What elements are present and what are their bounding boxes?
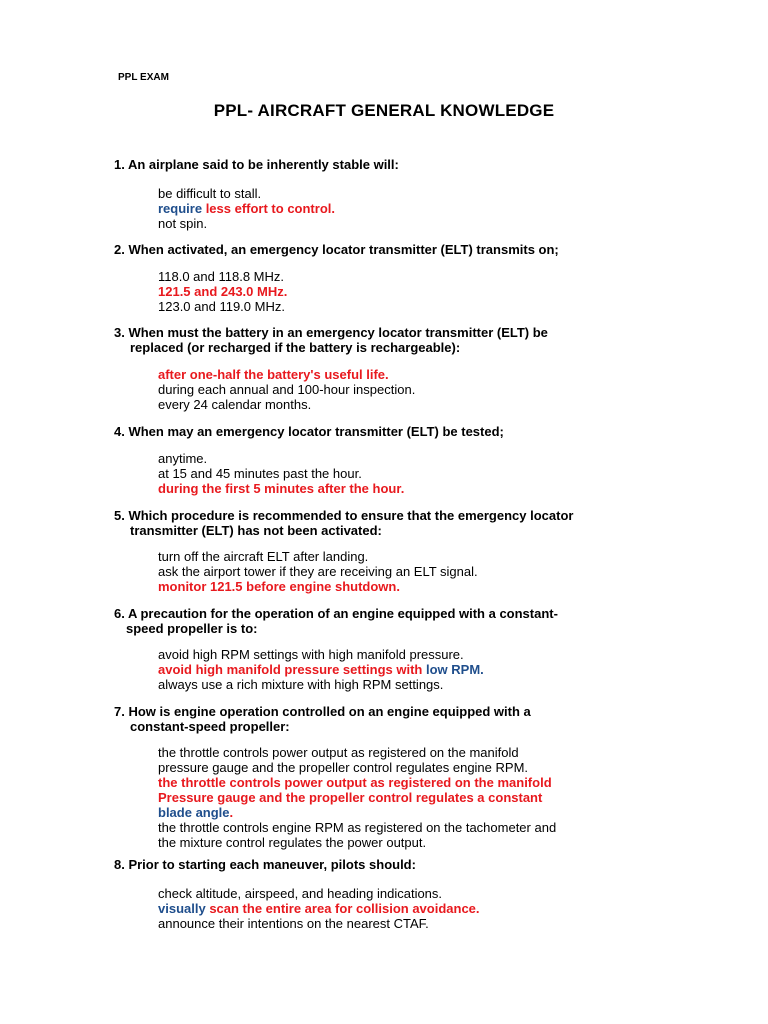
question-1 bbox=[114, 157, 659, 172]
option-c: always use a rich mixture with high RPM settings. bbox=[158, 677, 444, 692]
option-b: at 15 and 45 minutes past the hour. bbox=[158, 466, 362, 481]
option-c: every 24 calendar months. bbox=[158, 397, 312, 412]
highlight-word: require bbox=[158, 201, 203, 216]
option-a: be difficult to stall. bbox=[158, 186, 262, 201]
question-3-options bbox=[158, 367, 415, 412]
question-4-options bbox=[158, 451, 404, 496]
option-b-answer-line1: the throttle controls power output as registered on the manifold bbox=[158, 775, 552, 790]
option-a: anytime. bbox=[158, 451, 208, 466]
question-5-text-line1: 5. Which procedure is recommended to ensure that the emergency locator bbox=[114, 508, 574, 523]
answer-period: . bbox=[475, 901, 480, 916]
option-a-line2: pressure gauge and the propeller control regulates engine RPM. bbox=[158, 760, 529, 775]
option-b: ask the airport tower if they are receiving an ELT signal. bbox=[158, 564, 478, 579]
option-a: avoid high RPM settings with high manifold pressure. bbox=[158, 647, 464, 662]
question-7-text-line1: 7. How is engine operation controlled on an engine equipped with a bbox=[114, 704, 531, 719]
option-c: 123.0 and 119.0 MHz. bbox=[158, 299, 285, 314]
option-a-line1: the throttle controls power output as registered on the manifold bbox=[158, 745, 519, 760]
option-c-answer: during the first 5 minutes after the hour. bbox=[158, 481, 405, 496]
option-b-answer: 121.5 and 243.0 MHz. bbox=[158, 284, 288, 299]
option-b bbox=[158, 901, 480, 916]
page-header-label: PPL EXAM bbox=[118, 72, 169, 83]
question-2-options bbox=[158, 269, 287, 314]
question-8-options bbox=[158, 886, 480, 931]
question-3-text-line1: 3. When must the battery in an emergency locator transmitter (ELT) be bbox=[114, 325, 548, 340]
answer-period: . bbox=[480, 662, 484, 677]
question-7-options bbox=[158, 745, 556, 850]
option-b: during each annual and 100-hour inspection. bbox=[158, 382, 416, 397]
question-7 bbox=[114, 704, 659, 734]
option-c-line1: the throttle controls engine RPM as registered on the tachometer and bbox=[158, 820, 557, 835]
answer-text: less effort to control. bbox=[202, 201, 335, 216]
question-3-text-line2: replaced (or recharged if the battery is rechargeable): bbox=[130, 340, 461, 355]
question-4-text: 4. When may an emergency locator transmitter (ELT) be tested; bbox=[114, 424, 504, 439]
option-c: announce their intentions on the nearest CTAF. bbox=[158, 916, 429, 931]
option-a: 118.0 and 118.8 MHz. bbox=[158, 269, 284, 284]
highlight-word: low RPM bbox=[425, 662, 481, 677]
question-3 bbox=[114, 325, 659, 355]
option-b-answer-line2: Pressure gauge and the propeller control regulates a constant bbox=[158, 790, 543, 805]
question-4 bbox=[114, 424, 659, 439]
answer-text: scan the entire area for collision avoidance bbox=[205, 901, 476, 916]
option-a: check altitude, airspeed, and heading indications. bbox=[158, 886, 443, 901]
question-5-options bbox=[158, 549, 478, 594]
option-c-line2: the mixture control regulates the power output. bbox=[158, 835, 427, 850]
highlight-word: blade angle bbox=[158, 805, 230, 820]
question-8-text: 8. Prior to starting each maneuver, pilots should: bbox=[114, 857, 416, 872]
answer-period: . bbox=[229, 805, 234, 820]
question-1-text: 1. An airplane said to be inherently stable will: bbox=[114, 157, 399, 172]
question-8 bbox=[114, 857, 659, 872]
answer-text: avoid high manifold pressure settings with bbox=[158, 662, 426, 677]
question-6-text-line2: speed propeller is to: bbox=[126, 621, 258, 636]
option-a: turn off the aircraft ELT after landing. bbox=[158, 549, 369, 564]
question-2-text: 2. When activated, an emergency locator transmitter (ELT) transmits on; bbox=[114, 242, 559, 257]
question-2 bbox=[114, 242, 659, 257]
option-b bbox=[158, 662, 484, 677]
option-b-answer-line3 bbox=[158, 805, 556, 820]
highlight-word: visually bbox=[158, 901, 206, 916]
option-b bbox=[158, 201, 335, 216]
question-7-text-line2: constant-speed propeller: bbox=[130, 719, 290, 734]
option-c-answer: monitor 121.5 before engine shutdown. bbox=[158, 579, 400, 594]
question-6 bbox=[114, 606, 659, 636]
question-1-options bbox=[158, 186, 335, 231]
question-6-options bbox=[158, 647, 484, 692]
question-5 bbox=[114, 508, 659, 538]
option-a-answer: after one-half the battery's useful life. bbox=[158, 367, 389, 382]
option-c: not spin. bbox=[158, 216, 208, 231]
question-6-text-line1: 6. A precaution for the operation of an engine equipped with a constant- bbox=[114, 606, 558, 621]
question-5-text-line2: transmitter (ELT) has not been activated: bbox=[130, 523, 382, 538]
page-title: PPL- AIRCRAFT GENERAL KNOWLEDGE bbox=[213, 101, 555, 120]
